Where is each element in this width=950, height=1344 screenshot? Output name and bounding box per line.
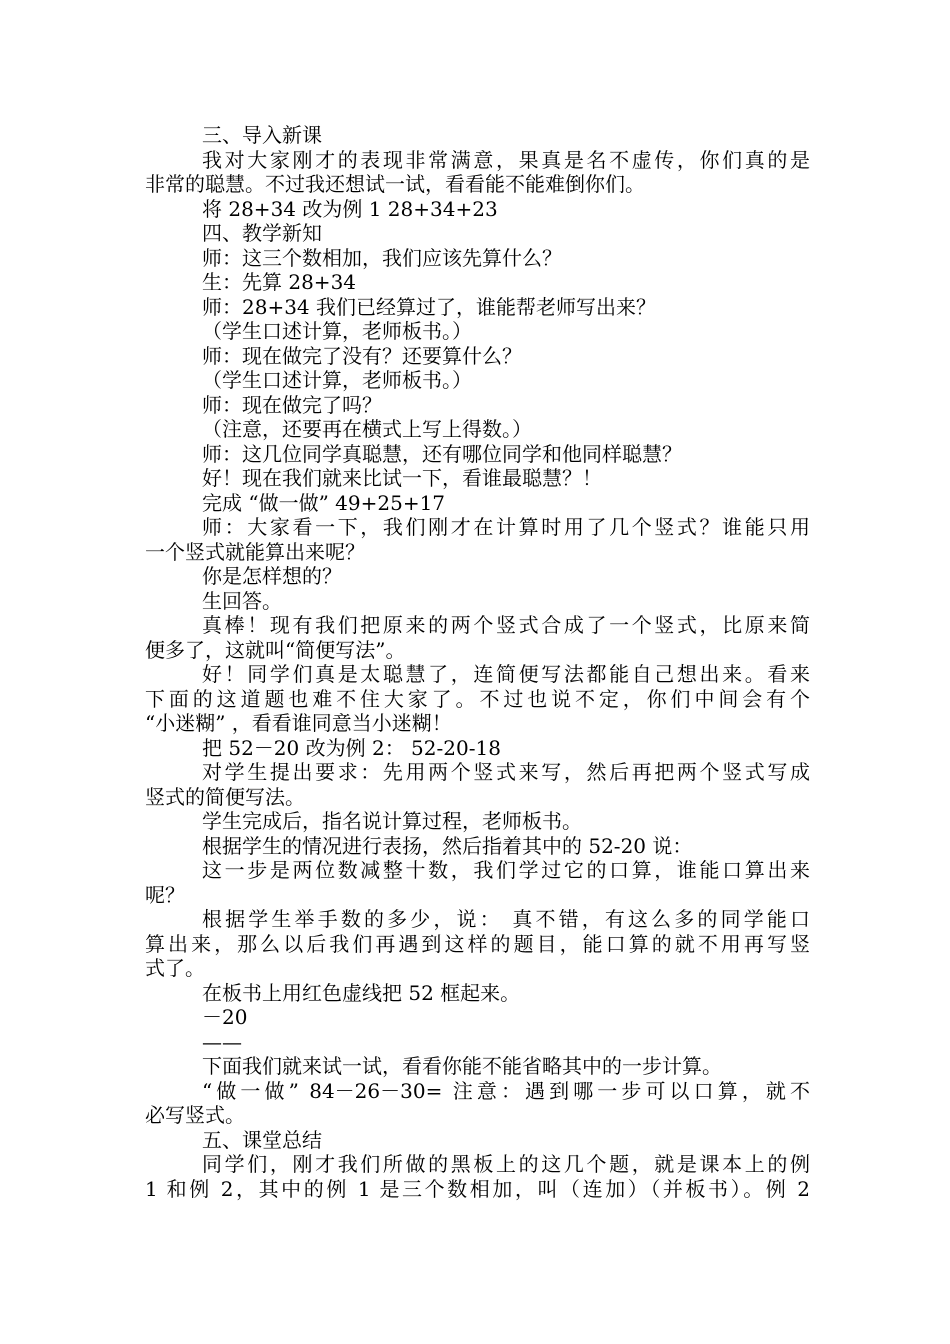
text-line: 真棒！现有我们把原来的两个竖式合成了一个竖式，比原来简 (202, 613, 810, 637)
text-line: 对学生提出要求：先用两个竖式来写，然后再把两个竖式写成 (202, 760, 810, 784)
text-line: 必写竖式。 (145, 1103, 245, 1127)
text-line: 呢？ (145, 882, 185, 907)
text-line: 1 和例 2，其中的例 1 是三个数相加，叫（连加）（并板书）。例 2 (145, 1176, 810, 1201)
document-page (145, 123, 810, 1201)
text-line: 三、导入新课 (202, 123, 322, 147)
text-line: 好！现在我们就来比试一下，看谁最聪慧？！ (202, 466, 602, 490)
text-line: 下面的这道题也难不住大家了。不过也说不定，你们中间会有个 (145, 686, 810, 711)
text-line: 四、教学新知 (202, 221, 322, 245)
text-line: 好！同学们真是太聪慧了，连简便写法都能自己想出来。看来 (202, 662, 810, 686)
text-line: 一个竖式就能算出来呢？ (145, 539, 365, 564)
text-line: 完成 “做一做” 49+25+17 (202, 490, 446, 515)
text-line: 师：28+34 我们已经算过了，谁能帮老师写出来？ (202, 294, 657, 319)
text-line: 生：先算 28+34 (202, 270, 357, 294)
text-line: 学生完成后，指名说计算过程，老师板书。 (202, 809, 582, 833)
text-line: 根据学生的情况进行表扬，然后指着其中的 52-20 说： (202, 833, 693, 858)
text-line: 式了。 (145, 956, 205, 980)
text-line: 师：这三个数相加，我们应该先算什么？ (202, 245, 562, 270)
text-line: 在板书上用红色虚线把 52 框起来。 (202, 980, 521, 1005)
text-line: （注意，还要再在横式上写上得数。） (202, 417, 532, 441)
text-line: —— (202, 1029, 242, 1054)
text-line: “做一做” 84－26－30= 注意：遇到哪一步可以口算，就不 (202, 1078, 810, 1103)
text-line: 五、课堂总结 (202, 1127, 322, 1152)
text-line: 生回答。 (202, 588, 282, 613)
text-line: 这一步是两位数减整十数，我们学过它的口算，谁能口算出来 (202, 858, 810, 882)
text-line: 师：这几位同学真聪慧，还有哪位同学和他同样聪慧？ (202, 441, 682, 466)
text-line: 师：大家看一下，我们刚才在计算时用了几个竖式？谁能只用 (202, 515, 810, 539)
text-line: 把 52－20 改为例 2： 52-20-18 (202, 735, 501, 760)
text-line: 师：现在做完了吗？ (202, 392, 382, 417)
text-line: 便多了，这就叫“简便写法”。 (145, 637, 406, 662)
text-line: 竖式的简便写法。 (145, 784, 305, 809)
text-line: 同学们，刚才我们所做的黑板上的这几个题，就是课本上的例 (202, 1152, 810, 1176)
text-line: 师：现在做完了没有？还要算什么？ (202, 343, 522, 368)
text-line: 非常的聪慧。不过我还想试一试，看看能不能难倒你们。 (145, 172, 645, 196)
text-line: “小迷糊” ，看看谁同意当小迷糊！ (145, 711, 452, 735)
text-line: 根据学生举手数的多少，说： 真不错，有这么多的同学能口 (202, 907, 810, 931)
text-line: （学生口述计算，老师板书。） (202, 319, 472, 343)
text-line: （学生口述计算，老师板书。） (202, 368, 472, 392)
text-line: 算出来，那么以后我们再遇到这样的题目，能口算的就不用再写竖 (145, 931, 810, 956)
text-line: 将 28+34 改为例 1 28+34+23 (202, 196, 498, 221)
text-line: 我对大家刚才的表现非常满意，果真是名不虚传，你们真的是 (202, 147, 810, 172)
text-line: －20 (202, 1005, 248, 1029)
text-line: 你是怎样想的？ (202, 564, 342, 588)
text-line: 下面我们就来试一试，看看你能不能省略其中的一步计算。 (202, 1054, 722, 1078)
